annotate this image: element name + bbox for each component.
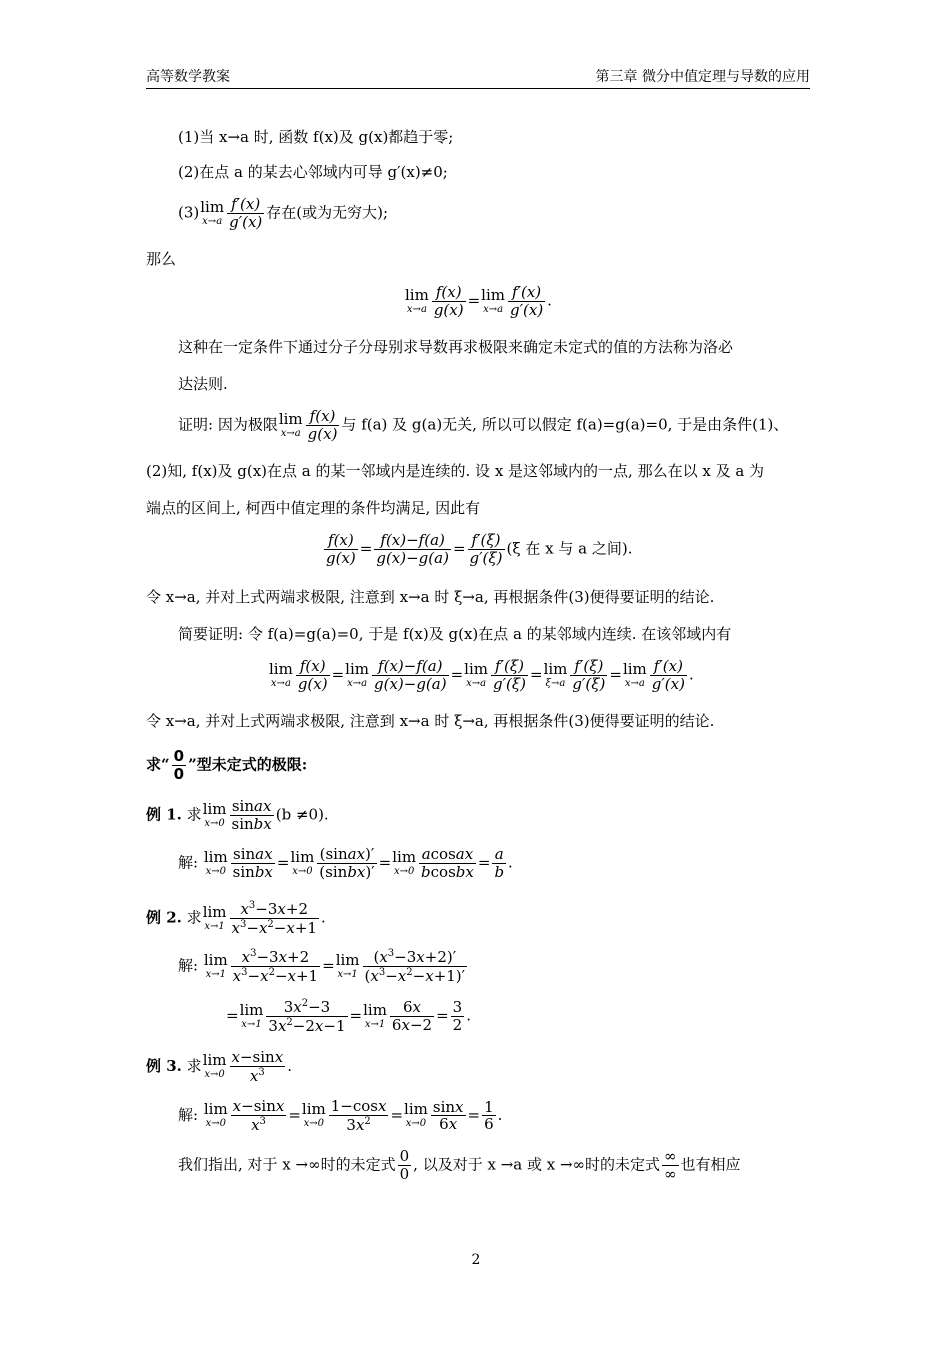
- example-1-solution: 解: lim x→0 $\frac{\text{sinax}}{\text{sinbx}}$ = lim x→0 $\frac{\text{(sinax)′}}{\text{(sinbx)′}}$ = lim x→0 $\frac{\text{acosax}}{\text{bcosbx}}$ = $\frac{a}{b}$ .: [178, 845, 513, 881]
- rule-text-1: 这种在一定条件下通过分子分母别求导数再求极限来确定未定式的值的方法称为洛必: [178, 338, 734, 356]
- page-number: 2: [471, 1252, 481, 1268]
- example-1: 例 1. 求 lim x→0 $\frac{\text{sinax}}{\text{sinbx}}$ (b ≠0).: [146, 797, 329, 833]
- condition-2: (2)在点 a 的某去心邻域内可导 g′(x)≠0;: [178, 163, 448, 181]
- rule-text-2: 达法则.: [178, 375, 228, 393]
- section-heading: 求“ $\frac{0}{0}$ ”型未定式的极限:: [146, 747, 308, 783]
- proof-conclusion: 令 x→a, 并对上式两端求极限, 注意到 x→a 时 ξ→a, 再根据条件(3)便得要证明的结论.: [146, 588, 715, 606]
- condition-1: (1)当 x→a 时, 函数 f(x)及 g(x)都趋于零;: [178, 128, 454, 146]
- brief-conclusion: 令 x→a, 并对上式两端求极限, 注意到 x→a 时 ξ→a, 再根据条件(3)便得要证明的结论.: [146, 712, 715, 730]
- then-label: 那么: [146, 250, 177, 268]
- page-header: [146, 66, 810, 89]
- proof-line-3: 端点的区间上, 柯西中值定理的条件均满足, 因此有: [146, 499, 481, 517]
- condition-3: (3) lim x→a $\frac{f'(x)}{g'(x)}$ 存在(或为无穷大);: [178, 195, 389, 231]
- lhopital-formula: lim x→a $\frac{f(x)}{g(x)}$ = lim x→a $\frac{f'(x)}{g'(x)}$ .: [405, 283, 552, 319]
- example-3: 例 3. 求 lim x→0 $\frac{x-\sin x}{x^3}$ .: [146, 1048, 292, 1085]
- proof-line-2: (2)知, f(x)及 g(x)在点 a 的某一邻域内是连续的. 设 x 是这邻域内的一点, 那么在以 x 及 a 为: [146, 462, 765, 480]
- proof-line-1: 证明: 因为极限 lim x→a $\frac{f(x)}{g(x)}$ 与 f(a) 及 g(a)无关, 所以可以假定 f(a)=g(a)=0, 于是由条件(1)、: [178, 407, 789, 443]
- header-left: 高等数学教案: [146, 69, 230, 85]
- header-right: 第三章 微分中值定理与导数的应用: [595, 69, 810, 85]
- brief-formula: lim x→a $\frac{f(x)}{g(x)}$ = lim x→a $\frac{f(x)-f(a)}{g(x)-g(a)}$ = lim x→a $\frac{f'(\xi)}{g'(\xi)}$ = lim ξ→a $\frac{f'(\xi)}{g'(\xi)}$ = lim x→a $\frac{f'(x)}{g'(x)}$ .: [269, 657, 694, 693]
- example-3-solution: 解: lim x→0 $\frac{x-\sin x}{x^3}$ = lim x→0 $\frac{1-\cos x}{3x^2}$ = lim x→0 $\frac{\sin x}{6x}$ = $\frac{1}{6}$ .: [178, 1097, 503, 1134]
- example-2-solution-2: = lim x→1 $\frac{3x^2-3}{3x^2-2x-1}$ = lim x→1 $\frac{6x}{6x-2}$ = $\frac{3}{2}$ .: [226, 998, 471, 1035]
- example-2: 例 2. 求 lim x→1 $\frac{x^3-3x+2}{x^3-x^2-x+1}$ .: [146, 900, 326, 937]
- example-2-solution-1: 解: lim x→1 $\frac{x^3-3x+2}{x^3-x^2-x+1}$ = lim x→1 $\frac{(x^3-3x+2)'}{(x^3-x^2-x+1)'}$: [178, 948, 466, 985]
- cauchy-formula: $\frac{f(x)}{g(x)}$ = $\frac{f(x)-f(a)}{g(x)-g(a)}$ = $\frac{f'(\xi)}{g'(\xi)}$ (ξ 在 x 与 a 之间).: [326, 531, 633, 567]
- brief-proof-line: 简要证明: 令 f(a)=g(a)=0, 于是 f(x)及 g(x)在点 a 的某邻域内连续. 在该邻域内有: [178, 625, 732, 643]
- final-line: 我们指出, 对于 x →∞时的未定式 $\frac{0}{0}$ , 以及对于 x →a 或 x →∞时的未定式 ∞ ∞ 也有相应: [178, 1147, 741, 1183]
